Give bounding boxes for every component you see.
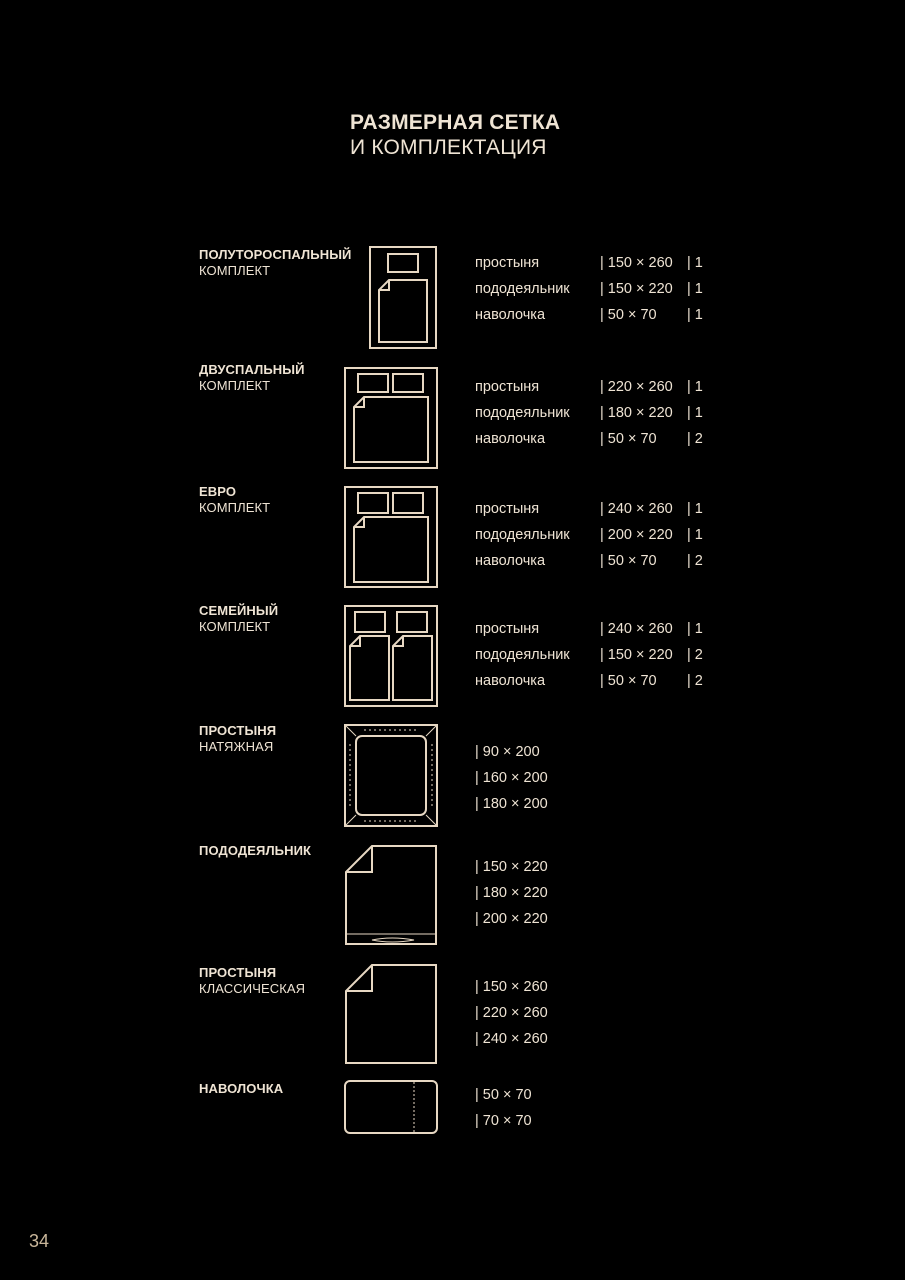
item-size: | 50 × 70 — [600, 431, 657, 447]
pillowcase-icon — [344, 1080, 440, 1136]
item-name: наволочка — [475, 673, 546, 689]
single-title-3 — [199, 965, 305, 997]
family-bed-icon — [344, 605, 440, 709]
item-qty: | 2 — [687, 553, 703, 569]
item-name: наволочка — [475, 553, 546, 569]
euro-bed-icon — [344, 486, 440, 590]
set-subtitle: КОМПЛЕКТ — [199, 619, 271, 634]
item-size: | 50 × 70 — [600, 553, 657, 569]
size-option: | 180 × 200 — [475, 796, 548, 812]
single-subtitle: НАТЯЖНАЯ — [199, 739, 274, 754]
item-name: пододеяльник — [475, 405, 570, 421]
size-option: | 90 × 200 — [475, 744, 540, 760]
title-line-2: И КОМПЛЕКТАЦИЯ — [350, 136, 547, 159]
item-name: наволочка — [475, 307, 546, 323]
single-name: ПРОСТЫНЯ — [199, 723, 277, 738]
item-qty: | 1 — [687, 307, 703, 323]
set-name: ПОЛУТОРОСПАЛЬНЫЙ — [199, 247, 352, 262]
item-name: простыня — [475, 501, 540, 517]
flat-sheet-icon — [344, 963, 440, 1067]
single-name: НАВОЛОЧКА — [199, 1081, 284, 1096]
size-option: | 50 × 70 — [475, 1087, 532, 1103]
item-size: | 50 × 70 — [600, 673, 657, 689]
double-bed-icon — [344, 367, 440, 471]
item-qty: | 1 — [687, 255, 703, 271]
item-name: простыня — [475, 255, 540, 271]
item-name: пододеяльник — [475, 527, 570, 543]
item-size: | 220 × 260 — [600, 379, 673, 395]
item-name: простыня — [475, 379, 540, 395]
size-option: | 70 × 70 — [475, 1113, 532, 1129]
size-option: | 150 × 260 — [475, 979, 548, 995]
set-name: СЕМЕЙНЫЙ — [199, 603, 279, 618]
item-qty: | 1 — [687, 621, 703, 637]
title-line-1: РАЗМЕРНАЯ СЕТКА — [350, 111, 561, 134]
single-name: ПОДОДЕЯЛЬНИК — [199, 843, 312, 858]
item-qty: | 1 — [687, 281, 703, 297]
set-subtitle: КОМПЛЕКТ — [199, 378, 271, 393]
set-name: ЕВРО — [199, 484, 237, 499]
set-subtitle: КОМПЛЕКТ — [199, 500, 271, 515]
item-qty: | 1 — [687, 527, 703, 543]
item-size: | 200 × 220 — [600, 527, 673, 543]
item-size: | 240 × 260 — [600, 621, 673, 637]
single-bed-icon — [369, 246, 439, 351]
item-qty: | 1 — [687, 501, 703, 517]
fitted-sheet-icon — [344, 724, 440, 829]
item-size: | 240 × 260 — [600, 501, 673, 517]
single-title-1 — [199, 723, 276, 755]
set-name: ДВУСПАЛЬНЫЙ — [199, 362, 305, 377]
item-size: | 50 × 70 — [600, 307, 657, 323]
single-subtitle: КЛАССИЧЕСКАЯ — [199, 981, 306, 996]
item-qty: | 1 — [687, 405, 703, 421]
item-qty: | 2 — [687, 673, 703, 689]
size-option: | 150 × 220 — [475, 859, 548, 875]
page-number: 34 — [29, 1231, 50, 1251]
item-name: пододеяльник — [475, 281, 570, 297]
single-title-4 — [199, 1081, 283, 1097]
set-title-1 — [199, 247, 351, 279]
page-title — [350, 110, 560, 160]
single-title-2 — [199, 843, 311, 859]
item-qty: | 1 — [687, 379, 703, 395]
item-name: простыня — [475, 621, 540, 637]
size-option: | 160 × 200 — [475, 770, 548, 786]
duvet-cover-icon — [344, 844, 440, 948]
item-qty: | 2 — [687, 431, 703, 447]
size-option: | 240 × 260 — [475, 1031, 548, 1047]
set-title-2 — [199, 362, 305, 394]
size-option: | 200 × 220 — [475, 911, 548, 927]
item-size: | 150 × 220 — [600, 647, 673, 663]
item-qty: | 2 — [687, 647, 703, 663]
size-option: | 180 × 220 — [475, 885, 548, 901]
set-subtitle: КОМПЛЕКТ — [199, 263, 271, 278]
item-name: пододеяльник — [475, 647, 570, 663]
set-title-3 — [199, 484, 270, 516]
single-name: ПРОСТЫНЯ — [199, 965, 277, 980]
item-size: | 150 × 260 — [600, 255, 673, 271]
item-size: | 150 × 220 — [600, 281, 673, 297]
item-name: наволочка — [475, 431, 546, 447]
item-size: | 180 × 220 — [600, 405, 673, 421]
set-title-4 — [199, 603, 278, 635]
size-option: | 220 × 260 — [475, 1005, 548, 1021]
